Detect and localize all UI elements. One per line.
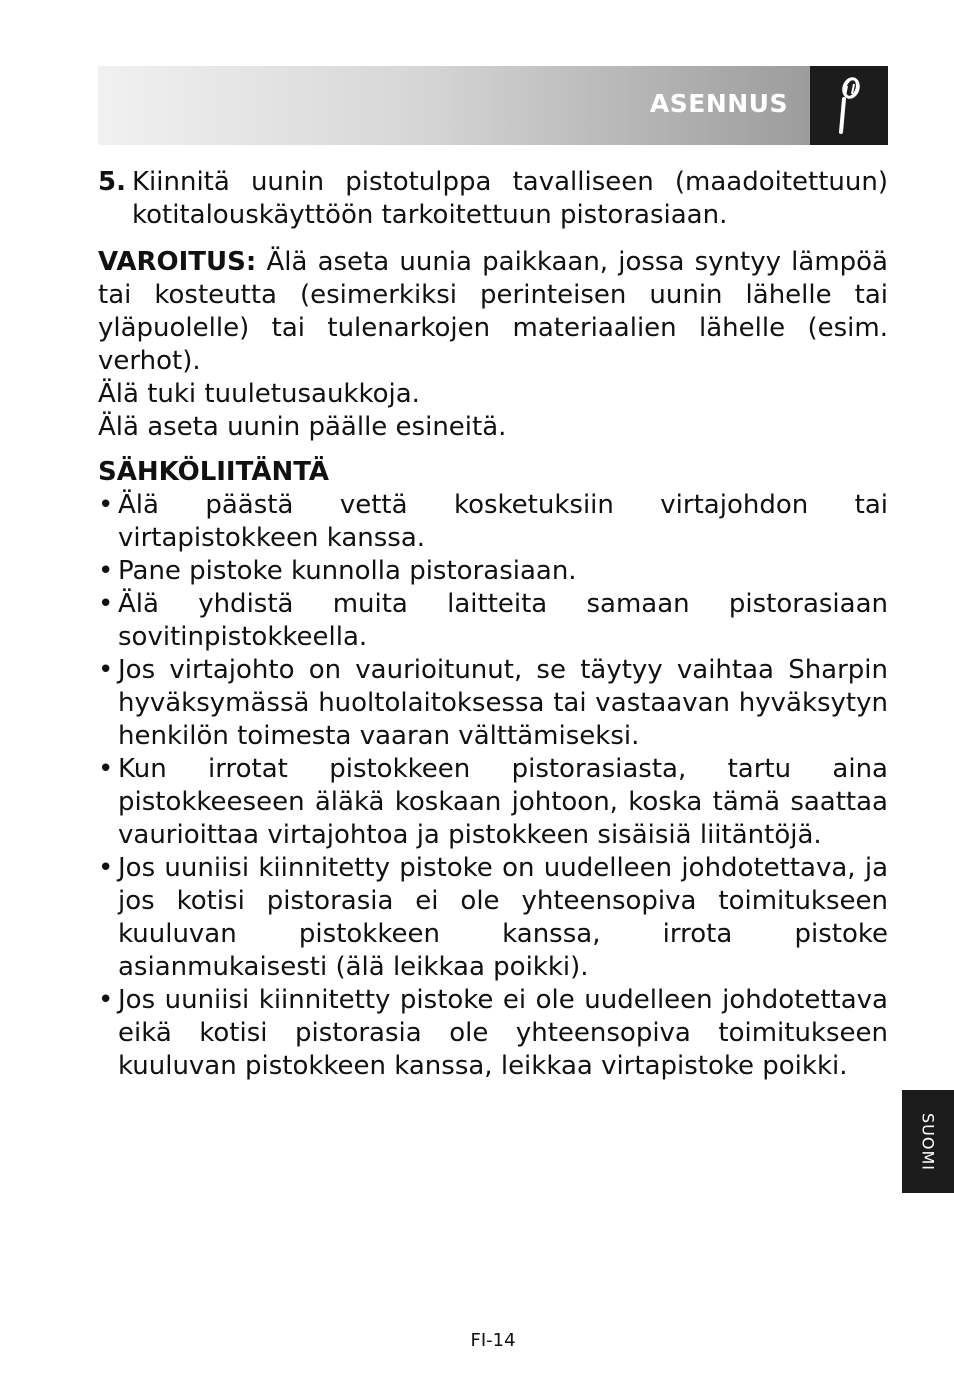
section-header-title: ASENNUS (649, 89, 788, 118)
list-item-text: Jos uuniisi kiinnitetty pistoke on uudelleen johdotettava, ja jos kotisi pistorasia ei ole yhteensopiva toimitukseen kuuluvan pistokkeen kanssa, irrota pistoke asianmukaisesti (älä leikkaa poikki). (118, 853, 888, 982)
list-item (98, 753, 888, 852)
bullet-icon: • (98, 490, 114, 520)
warning-text: Älä aseta uunia paikkaan, jossa syntyy lämpöä tai kosteutta (esimerkiksi perinteisen uunin lähelle tai yläpuolelle) tai tulenarkojen materiaalien lähelle (esim. verhot). (98, 247, 888, 376)
list-item (98, 489, 888, 555)
list-item-text: Jos uuniisi kiinnitetty pistoke ei ole uudelleen johdotettava eikä kotisi pistorasia ole yhteensopiva toimitukseen kuuluvan pistokkeen kanssa, leikkaa virtapistoke poikki. (118, 985, 888, 1081)
plug-icon (810, 66, 888, 145)
page-number: FI-14 (470, 1330, 516, 1351)
step-text: Kiinnitä uunin pistotulppa tavalliseen (maadoitettuun) kotitalouskäyttöön tarkoitettuun pistorasiaan. (132, 167, 888, 230)
warning-line-3: Älä aseta uunin päälle esineitä. (98, 412, 507, 442)
section-title: SÄHKÖLIITÄNTÄ (98, 457, 330, 487)
bullet-icon: • (98, 655, 114, 685)
list-item-text: Älä yhdistä muita laitteita samaan pistorasiaan sovitinpistokkeella. (118, 589, 888, 652)
list-item (98, 984, 888, 1083)
list-item-text: Pane pistoke kunnolla pistorasiaan. (118, 556, 577, 586)
bullet-list (98, 489, 888, 1083)
language-tab (902, 1090, 954, 1193)
warning-paragraph (98, 246, 888, 444)
section-header-bar (98, 66, 810, 145)
list-item-text: Jos virtajohto on vaurioitunut, se täytyy vaihtaa Sharpin hyväksymässä huoltolaitoksessa tai vastaavan hyväksytyn henkilön toimesta vaaran välttämiseksi. (118, 655, 888, 751)
list-item (98, 588, 888, 654)
bullet-icon: • (98, 589, 114, 619)
list-item-text: Kun irrotat pistokkeen pistorasiasta, tartu aina pistokkeeseen äläkä koskaan johtoon, koska tämä saattaa vaurioittaa virtajohtoa ja pistokkeen sisäisiä liitäntöjä. (118, 754, 888, 850)
list-item (98, 555, 888, 588)
list-item (98, 654, 888, 753)
list-item (98, 852, 888, 984)
bullet-icon: • (98, 853, 114, 883)
warning-line-2: Älä tuki tuuletusaukkoja. (98, 379, 420, 409)
language-tab-label: SUOMI (918, 1112, 938, 1171)
bullet-icon: • (98, 556, 114, 586)
warning-label: VAROITUS: (98, 247, 257, 277)
installation-step (98, 166, 888, 232)
page-content (98, 166, 888, 1083)
list-item-text: Älä päästä vettä kosketuksiin virtajohdon tai virtapistokkeen kanssa. (118, 490, 888, 553)
step-number: 5. (98, 167, 126, 197)
header-icon-box (810, 66, 888, 145)
bullet-icon: • (98, 985, 114, 1015)
bullet-icon: • (98, 754, 114, 784)
